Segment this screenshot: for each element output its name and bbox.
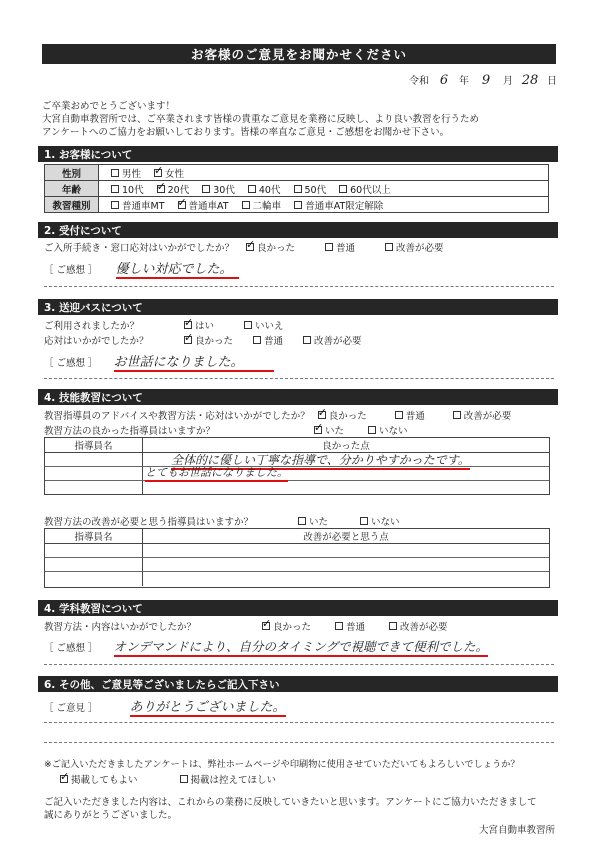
consent-options-row [60, 772, 286, 786]
bus-good-option[interactable] [184, 333, 233, 347]
course-at-release-option[interactable] [294, 198, 383, 212]
other-comment[interactable]: ありがとうございました。 [130, 696, 286, 717]
gender-male-option[interactable] [111, 166, 141, 180]
comment-label: ［ ご意見 ］ [44, 702, 98, 714]
option-label: 20代 [167, 184, 190, 196]
option-label: いいえ [255, 321, 284, 332]
option-label: 良かった [273, 622, 312, 633]
comment-label: ［ ご感想 ］ [44, 643, 98, 654]
checkbox[interactable] [298, 517, 306, 525]
checkbox[interactable] [248, 185, 256, 193]
section-skill-header: 4. 技能教習について [38, 389, 558, 405]
section-other-header: 6. その他、ご意見等ございましたらご記入下さい [38, 676, 558, 692]
academic-improve-option[interactable] [389, 619, 448, 633]
reception-question-row [44, 240, 454, 254]
bus-service-row [44, 333, 372, 347]
bus-normal-option[interactable] [253, 333, 283, 347]
checkbox-checked[interactable] [178, 201, 186, 209]
option-label: いた [309, 517, 329, 528]
closing-line: ご記入いただきました内容は、これからの業務に反映していきたいと思います。アンケートにご協力いただきまして [44, 797, 537, 808]
skill-improve-instructor-yes[interactable] [298, 514, 328, 528]
option-label: 掲載してもよい [71, 775, 138, 786]
consent-yes-option[interactable] [60, 772, 138, 786]
checkbox-checked[interactable] [314, 426, 322, 434]
checkbox[interactable] [360, 517, 368, 525]
checkbox[interactable] [180, 775, 188, 783]
date-day-unit: 日 [547, 76, 557, 87]
option-label: 普通車AT限定解除 [305, 200, 384, 212]
section-customer-header: 1. お客様について [38, 146, 558, 162]
checkbox-checked[interactable] [246, 243, 254, 251]
table-header [45, 529, 549, 544]
skill-q2: 教習方法の良かった指導員はいますか？ [44, 426, 216, 437]
reception-good-option[interactable] [246, 240, 295, 254]
bus-no-option[interactable] [244, 318, 284, 332]
option-label: 良かった [195, 336, 234, 347]
divider [44, 742, 554, 743]
skill-q1: 教習指導員のアドバイスや教習方法・応対はいかがでしたか？ [44, 411, 310, 422]
checkbox[interactable] [111, 169, 119, 177]
checkbox-checked[interactable] [184, 336, 192, 344]
academic-normal-option[interactable] [335, 619, 365, 633]
intro-line: アンケートへのご協力をお願いしております。皆様の率直なご意見・ご感想をお聞かせ下さい。 [42, 127, 450, 138]
other-comment-row [44, 696, 286, 717]
option-label: 二輪車 [252, 200, 282, 212]
checkbox-checked[interactable] [157, 185, 165, 193]
table-row [45, 467, 549, 481]
checkbox-checked[interactable] [184, 321, 192, 329]
divider [44, 378, 554, 379]
age-30s-option[interactable] [202, 182, 235, 196]
option-label: 女性 [165, 168, 185, 180]
section-reception-header: 2. 受付について [38, 222, 558, 238]
checkbox-checked[interactable] [262, 622, 270, 630]
skill-improve-instructor-no[interactable] [360, 514, 400, 528]
course-at-option[interactable] [178, 198, 229, 212]
checkbox[interactable] [111, 185, 119, 193]
checkbox-checked[interactable] [154, 169, 162, 177]
intro-text [42, 100, 557, 139]
option-label: 50代 [304, 184, 327, 196]
age-20s-option[interactable] [157, 182, 190, 196]
bus-yes-option[interactable] [184, 318, 214, 332]
skill-good-instructor-yes[interactable] [314, 423, 344, 437]
option-label: 60代以上 [350, 184, 391, 196]
checkbox[interactable] [111, 201, 119, 209]
option-label: 改善が必要 [314, 336, 362, 347]
date-year-unit: 年 [459, 76, 469, 87]
checkbox[interactable] [395, 411, 403, 419]
reception-comment[interactable]: 優しい対応でした。 [116, 258, 239, 279]
checkbox-checked[interactable] [60, 775, 68, 783]
skill-improve-option[interactable] [453, 408, 512, 422]
table-row [45, 453, 549, 467]
comment-label: ［ ご感想 ］ [44, 357, 98, 369]
intro-line: ご卒業おめでとうございます！ [42, 101, 176, 112]
age-label: 年齢 [45, 181, 99, 197]
table-row [45, 572, 549, 586]
skill-good-instructor-no[interactable] [368, 423, 408, 437]
age-60plus-option[interactable] [339, 182, 391, 196]
option-label: 普通 [264, 336, 284, 347]
table-row [45, 481, 549, 495]
bus-service-question: 応対はいかがでしたか？ [44, 336, 149, 347]
checkbox[interactable] [453, 411, 461, 419]
reception-question: ご入所手続き・窓口応対はいかがでしたか？ [44, 243, 235, 254]
option-label: はい [195, 321, 215, 332]
bus-comment-row [44, 351, 274, 372]
option-label: 40代 [258, 184, 281, 196]
checkbox[interactable] [253, 336, 261, 344]
col-good-points: 良かった点 [322, 441, 370, 452]
skill-q3-row [44, 514, 410, 528]
checkbox[interactable] [242, 201, 250, 209]
date-day[interactable]: 28 [521, 73, 539, 88]
option-label: 普通 [405, 411, 425, 422]
skill-q2-row [44, 423, 418, 437]
option-label: 普通車AT [188, 200, 229, 212]
option-label: 改善が必要 [463, 411, 512, 422]
reception-normal-option[interactable] [325, 240, 355, 254]
section-academic-header: 4. 学科教習について [38, 600, 558, 616]
option-label: 良かった [257, 243, 296, 254]
customer-info-table [44, 164, 549, 213]
age-10s-option[interactable] [111, 182, 144, 196]
col-instructor-name: 指導員名 [45, 438, 143, 452]
checkbox[interactable] [325, 243, 333, 251]
closing-text [44, 796, 559, 822]
option-label: いた [325, 426, 345, 437]
intro-line: 大宮自動車教習所では、ご卒業されます皆様の貴重なご意見を業務に反映し、より良い教習を行うため [42, 114, 480, 125]
checkbox[interactable] [244, 321, 252, 329]
academic-question: 教習方法・内容はいかがでしたか？ [44, 622, 197, 633]
improve-instructor-table [44, 528, 550, 588]
option-label: 改善が必要 [396, 243, 444, 254]
option-label: 男性 [122, 168, 142, 180]
option-label: 30代 [213, 184, 235, 196]
course-motorcycle-option[interactable] [242, 198, 282, 212]
academic-question-row [44, 619, 458, 633]
checkbox[interactable] [294, 201, 302, 209]
date-year[interactable]: 6 [439, 73, 449, 88]
good-instructor-table [44, 437, 550, 495]
divider [44, 664, 554, 665]
consent-question: ※ご記入いただきましたアンケートは、弊社ホームページや印刷物に使用させていただいてもよろしいでしょうか？ [44, 759, 520, 770]
academic-comment-row [44, 637, 488, 657]
divider [44, 722, 554, 723]
course-mt-option[interactable] [111, 198, 165, 212]
skill-good-option[interactable] [318, 408, 367, 422]
closing-line: 誠にありがとうございました。 [44, 810, 178, 821]
option-label: 掲載は控えてほしい [190, 775, 277, 786]
date-month-unit: 月 [503, 76, 513, 87]
checkbox-checked[interactable] [318, 411, 326, 419]
reception-comment-row [44, 258, 239, 279]
table-row [45, 558, 549, 572]
checkbox[interactable] [368, 426, 376, 434]
checkbox[interactable] [389, 622, 397, 630]
bus-use-question: ご利用されましたか？ [44, 321, 140, 332]
bus-improve-option[interactable] [303, 333, 362, 347]
skill-q3: 教習方法の改善が必要と思う指導員はいますか？ [44, 517, 254, 528]
skill-normal-option[interactable] [395, 408, 425, 422]
option-label: 普通車MT [122, 200, 165, 212]
bus-comment[interactable]: お世話になりました。 [114, 351, 274, 372]
reception-improve-option[interactable] [385, 240, 444, 254]
option-label: 10代 [122, 184, 144, 196]
course-label: 教習種別 [45, 197, 99, 213]
bus-use-row [44, 318, 294, 332]
section-bus-header: 3. 送迎バスについて [38, 299, 558, 315]
option-label: いない [379, 426, 408, 437]
option-label: いない [371, 517, 400, 528]
gender-label: 性別 [45, 165, 99, 181]
option-label: 良かった [328, 411, 367, 422]
date-month[interactable]: 9 [481, 73, 491, 88]
date-line [409, 72, 557, 88]
checkbox[interactable] [385, 243, 393, 251]
gender-female-option[interactable] [154, 166, 184, 180]
academic-comment[interactable]: オンデマンドにより、自分のタイミングで視聴できて便利でした。 [114, 637, 489, 657]
checkbox[interactable] [202, 185, 210, 193]
option-label: 普通 [336, 243, 356, 254]
consent-no-option[interactable] [180, 772, 277, 786]
academic-good-option[interactable] [262, 619, 311, 633]
option-label: 普通 [346, 622, 366, 633]
col-improve-points: 改善が必要と思う点 [303, 532, 389, 543]
checkbox[interactable] [294, 185, 302, 193]
age-50s-option[interactable] [294, 182, 327, 196]
survey-title: お客様のご意見をお聞かせください [42, 44, 556, 64]
divider [44, 286, 554, 287]
age-40s-option[interactable] [248, 182, 281, 196]
option-label: 改善が必要 [400, 622, 448, 633]
date-era: 令和 [409, 76, 429, 87]
skill-q1-row [44, 408, 521, 422]
checkbox[interactable] [335, 622, 343, 630]
school-signature: 大宮自動車教習所 [478, 825, 555, 836]
col-instructor-name: 指導員名 [45, 529, 143, 543]
checkbox[interactable] [303, 336, 311, 344]
good-points-comment[interactable]: 全体的に優しい丁寧な指導で、分かりやすかったです。 [171, 451, 470, 470]
comment-label: ［ ご感想 ］ [44, 264, 98, 276]
good-points-comment[interactable]: とてもお世話になりました。 [145, 464, 288, 482]
table-row [45, 544, 549, 558]
checkbox[interactable] [339, 185, 347, 193]
